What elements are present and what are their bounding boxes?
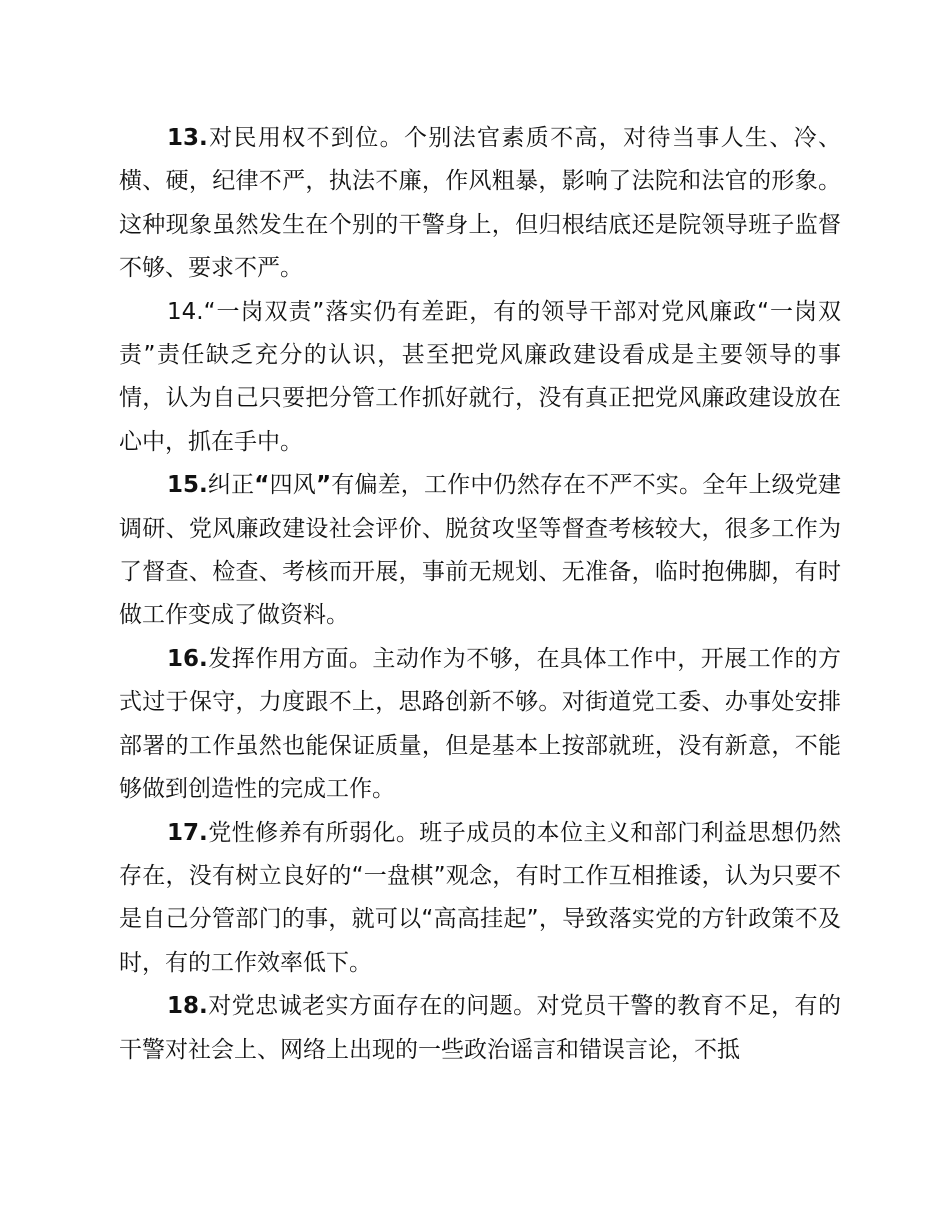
paragraph-number: 17. (167, 819, 208, 846)
paragraph-13 (119, 117, 841, 291)
quote-close-mark: ” (315, 472, 332, 499)
paragraph-text: 发挥作用方面。主动作为不够，在具体工作中，开展工作的方式过于保守，力度跟不上，思路创新不够。对街道党工委、办事处安排部署的工作虽然也能保证质量，但是基本上按部就班，没有新意，不能够做到创造性的完成工作。 (119, 645, 841, 803)
paragraph-text-after: 有偏差，工作中仍然存在不严不实。全年上级党建调研、党风廉政建设社会评价、脱贫攻坚等督查考核较大，很多工作为了督查、检查、考核而开展，事前无规划、无准备，临时抱佛脚，有时做工作变成了做资料。 (119, 472, 842, 629)
paragraph-number: 16. (167, 645, 208, 672)
paragraph-text-before: 纠正 (207, 472, 255, 499)
paragraph-number: 15. (167, 472, 208, 499)
paragraph-text: 党性修养有所弱化。班子成员的本位主义和部门利益思想仍然存在，没有树立良好的“一盘棋”观念，有时工作互相推诿，认为只要不是自己分管部门的事，就可以“高高挂起”，导致落实党的方针政策不及时，有的工作效率低下。 (119, 819, 841, 976)
paragraph-17 (119, 812, 841, 986)
paragraph-15 (119, 464, 841, 638)
paragraph-text: 对民用权不到位。个别法官素质不高，对待当事人生、冷、横、硬，纪律不严，执法不廉，作风粗暴，影响了法院和法官的形象。这种现象虽然发生在个别的干警身上，但归根结底还是院领导班子监督不够、要求不严。 (119, 125, 841, 282)
paragraph-16 (119, 638, 841, 812)
paragraph-number: 14. (167, 298, 204, 325)
paragraph-14 (119, 291, 841, 465)
paragraph-text: “一岗双责”落实仍有差距，有的领导干部对党风廉政“一岗双责”责任缺乏充分的认识，甚至把党风廉政建设看成是主要领导的事情，认为自己只要把分管工作抓好就行，没有真正把党风廉政建设放在心中，抓在手中。 (119, 298, 841, 455)
paragraph-number: 18. (167, 993, 208, 1020)
document-body (119, 117, 841, 1072)
paragraph-18 (119, 985, 841, 1072)
quote-open-mark: “ (254, 472, 270, 499)
quoted-term: 四风 (269, 472, 316, 499)
paragraph-text: 对党忠诚老实方面存在的问题。对党员干警的教育不足，有的干警对社会上、网络上出现的一些政治谣言和错误言论，不抵 (119, 993, 841, 1063)
paragraph-number: 13. (167, 125, 208, 151)
